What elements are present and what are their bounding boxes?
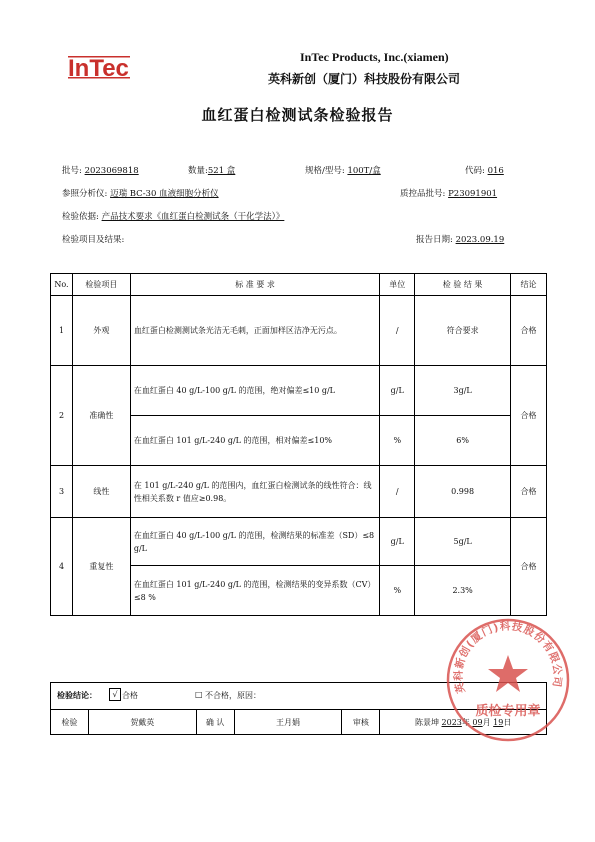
row-result: 3g/L bbox=[415, 366, 511, 416]
reviewer-label: 审核 bbox=[342, 710, 380, 735]
fail-label: 不合格，原因： bbox=[205, 691, 261, 700]
company-name-cn: 英科新创（厦门）科技股份有限公司 bbox=[268, 72, 461, 86]
inspection-basis: 检验依据: 产品技术要求《血红蛋白检测试条（干化学法）》 bbox=[62, 212, 285, 222]
row-conclusion: 合格 bbox=[511, 466, 547, 518]
row-unit: / bbox=[380, 296, 415, 366]
table-row bbox=[51, 296, 547, 366]
header-unit: 单位 bbox=[380, 274, 415, 296]
row-no: 4 bbox=[51, 518, 73, 616]
items-and-results-label: 检验项目及结果: bbox=[62, 235, 125, 245]
table-row bbox=[51, 366, 547, 416]
inspector-name: 贺戴英 bbox=[88, 710, 196, 735]
row-requirement: 在 101 g/L-240 g/L 的范围内，血红蛋白检测试条的线性符合：线性相关系数 r 值应≥0.98。 bbox=[130, 466, 379, 518]
pass-checkbox[interactable]: √ bbox=[109, 688, 121, 701]
confirmer-name: 王月娟 bbox=[234, 710, 342, 735]
row-unit: g/L bbox=[380, 518, 415, 566]
stamp-ring-text: 英科新创(厦门)科技股份有限公司 bbox=[452, 620, 564, 695]
row-unit: % bbox=[380, 416, 415, 466]
row-no: 2 bbox=[51, 366, 73, 466]
row-requirement: 在血红蛋白 40 g/L-100 g/L 的范围，检测结果的标准差（SD）≤8 g/L bbox=[130, 518, 379, 566]
header-item: 检验项目 bbox=[72, 274, 130, 296]
company-name-en: InTec Products, Inc.(xiamen) bbox=[300, 50, 449, 64]
header-conclusion: 结论 bbox=[511, 274, 547, 296]
row-conclusion: 合格 bbox=[511, 366, 547, 466]
logo-text: InTec bbox=[68, 55, 129, 82]
row-conclusion: 合格 bbox=[511, 296, 547, 366]
row-unit: / bbox=[380, 466, 415, 518]
table-row bbox=[51, 518, 547, 566]
row-requirement: 在血红蛋白 40 g/L-100 g/L 的范围，绝对偏差≤10 g/L bbox=[130, 366, 379, 416]
report-date: 报告日期: 2023.09.19 bbox=[416, 235, 505, 245]
quantity: 数量:521 盒 bbox=[188, 166, 236, 176]
row-no: 1 bbox=[51, 296, 73, 366]
row-requirement: 在血红蛋白 101 g/L-240 g/L 的范围，相对偏差≤10% bbox=[130, 416, 379, 466]
row-result: 0.998 bbox=[415, 466, 511, 518]
table-row bbox=[51, 466, 547, 518]
spec-model: 规格/型号: 100T/盒 bbox=[305, 166, 381, 176]
row-requirement: 在血红蛋白 101 g/L-240 g/L 的范围，检测结果的变异系数（CV）≤8 % bbox=[130, 566, 379, 616]
row-no: 3 bbox=[51, 466, 73, 518]
row-unit: % bbox=[380, 566, 415, 616]
inspection-table bbox=[50, 273, 547, 616]
stamp-center-text: 质检专用章 bbox=[475, 704, 541, 719]
table-header-row bbox=[51, 274, 547, 296]
row-item: 外观 bbox=[72, 296, 130, 366]
reviewer-and-date: 陈景坤 2023年 09月 19日 bbox=[380, 710, 547, 735]
header-no: No. bbox=[51, 274, 73, 296]
batch-number: 批号: 2023069818 bbox=[62, 166, 139, 176]
row-item: 线性 bbox=[72, 466, 130, 518]
product-code: 代码: 016 bbox=[465, 166, 504, 176]
inspector-label: 检验 bbox=[51, 710, 89, 735]
qc-batch: 质控品批号: P23091901 bbox=[400, 189, 498, 199]
report-title: 血红蛋白检测试条检验报告 bbox=[201, 106, 394, 124]
pass-label: 合格 bbox=[122, 691, 138, 700]
quality-inspection-stamp bbox=[445, 617, 571, 743]
row-item: 重复性 bbox=[72, 518, 130, 616]
fail-checkbox[interactable]: □ bbox=[195, 690, 203, 699]
row-result: 2.3% bbox=[415, 566, 511, 616]
row-unit: g/L bbox=[380, 366, 415, 416]
row-result: 6% bbox=[415, 416, 511, 466]
company-logo bbox=[66, 48, 138, 84]
row-requirement: 血红蛋白检测测试条光洁无毛刺，正面加样区洁净无污点。 bbox=[130, 296, 379, 366]
header-requirement: 标 准 要 求 bbox=[130, 274, 379, 296]
row-result: 符合要求 bbox=[415, 296, 511, 366]
row-conclusion: 合格 bbox=[511, 518, 547, 616]
confirmer-label: 确 认 bbox=[196, 710, 234, 735]
star-icon bbox=[488, 655, 528, 692]
reference-analyzer: 参照分析仪: 迈瑞 BC-30 血液细胞分析仪 bbox=[62, 189, 219, 199]
header-result: 检 验 结 果 bbox=[415, 274, 511, 296]
conclusion-label: 检验结论： bbox=[57, 690, 97, 700]
row-item: 准确性 bbox=[72, 366, 130, 466]
row-result: 5g/L bbox=[415, 518, 511, 566]
